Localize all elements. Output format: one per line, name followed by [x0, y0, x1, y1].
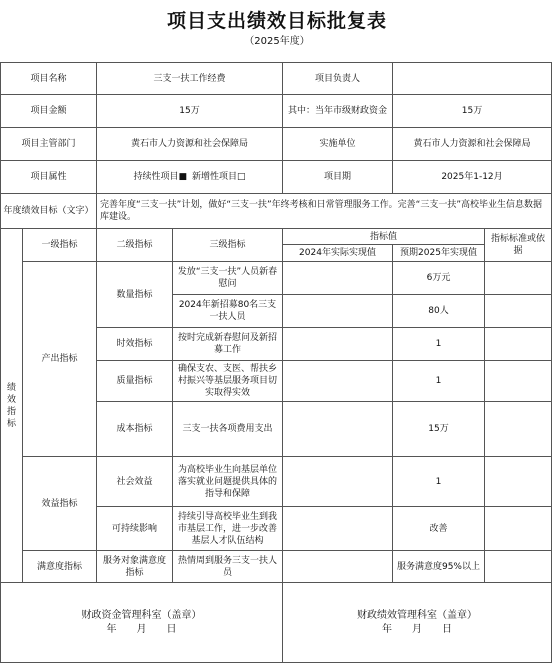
expected-2025-value: 1 [435, 339, 442, 349]
basis-value [485, 328, 551, 360]
seal-right [283, 583, 551, 663]
quantity-indicator-label: 数量指标 [116, 289, 153, 300]
level3-indicator: 按时完成新春慰问及新招募工作 [177, 333, 277, 355]
basis-value [485, 295, 551, 327]
project-name-label: 项目名称 [30, 73, 67, 84]
seal-left-label: 财政资金管理科室（盖章） [81, 610, 202, 621]
social-benefit-label: 社会效益 [116, 476, 153, 487]
level3-indicator: 为高校毕业生向基层单位落实就业问题提供具体的指导和保障 [177, 464, 277, 499]
expected-2025-value: 6万元 [426, 273, 451, 283]
actual-2024-value [283, 262, 392, 294]
attr-new: 新增性项目□ [192, 172, 246, 182]
service-satisfaction-label: 服务对象满意度指标 [102, 555, 166, 578]
header-level2: 二级指标 [116, 240, 153, 250]
satisfaction-indicator-label: 满意度指标 [36, 561, 82, 572]
benefit-indicator-label: 效益指标 [41, 498, 78, 509]
project-owner-label: 项目负责人 [314, 73, 360, 84]
page-title: 项目支出绩效目标批复表 [166, 10, 387, 32]
header-expected-2025: 预期2025年实现值 [400, 248, 477, 258]
expected-2025-value: 1 [435, 376, 442, 386]
dept-label: 项目主管部门 [21, 139, 76, 149]
seal-right-label: 财政绩效管理科室（盖章） [357, 610, 477, 621]
project-name-value: 三支一扶工作经费 [153, 73, 226, 84]
annual-goal-text: 完善年度“三支一扶”计划，做好“三支一扶”年终考核和日常管理服务工作。完善“三支一扶”高校毕业生信息数据库建设。 [100, 200, 542, 222]
actual-2024-value [283, 457, 392, 506]
attr-continuous: 持续性项目■ [133, 172, 187, 182]
actual-2024-value [283, 295, 392, 327]
page-subtitle: （2025年度） [244, 36, 310, 47]
seal-left [1, 583, 282, 663]
basis-value [485, 457, 551, 506]
seal-right-date: 年 月 日 [382, 624, 452, 635]
expected-2025-value: 1 [435, 476, 442, 487]
project-owner-value [393, 63, 551, 94]
expected-2025-value: 80人 [428, 306, 449, 316]
amount-label: 项目金额 [30, 106, 67, 116]
actual-2024-value [283, 328, 392, 360]
actual-2024-value [283, 402, 392, 456]
attr-label: 项目属性 [30, 172, 67, 182]
output-indicator-label: 产出指标 [41, 354, 78, 364]
expected-2025-value: 服务满意度95%以上 [396, 561, 480, 572]
basis-value [485, 551, 551, 582]
level3-indicator: 热情周到服务三支一扶人员 [177, 555, 277, 578]
expected-2025-value: 改善 [429, 523, 448, 534]
municipal-funds-label: 其中：当年市级财政资金 [287, 106, 387, 116]
level3-indicator: 持续引导高校毕业生到我市基层工作，进一步改善基层人才队伍结构 [177, 511, 277, 546]
annual-goal-label: 年度绩效目标（文字） [3, 206, 94, 216]
header-basis: 指标标准或依据 [490, 234, 545, 256]
expected-2025-value: 15万 [428, 424, 449, 434]
basis-value [485, 402, 551, 456]
impl-unit-value: 黄石市人力资源和社会保障局 [413, 139, 531, 149]
timeliness-indicator-label: 时效指标 [116, 339, 153, 349]
seal-left-date: 年 月 日 [106, 624, 177, 635]
period-value: 2025年1-12月 [441, 172, 503, 182]
amount-value: 15万 [179, 106, 200, 116]
quality-indicator-label: 质量指标 [116, 376, 153, 386]
basis-value [485, 507, 551, 550]
sustainable-impact-label: 可持续影响 [111, 523, 157, 534]
actual-2024-value [283, 361, 392, 401]
level3-indicator: 2024年新招募80名三支一扶人员 [178, 300, 277, 322]
header-level3: 三级指标 [209, 240, 246, 250]
basis-value [485, 262, 551, 294]
basis-value [485, 361, 551, 401]
level3-indicator: 确保支农、支医、帮扶乡村振兴等基层服务项目切实取得实效 [177, 364, 277, 398]
actual-2024-value [283, 507, 392, 550]
perf-label: 绩效指标 [6, 382, 16, 429]
period-label: 项目期 [323, 172, 351, 182]
actual-2024-value [283, 551, 392, 582]
impl-unit-label: 实施单位 [319, 139, 356, 149]
municipal-funds-value: 15万 [461, 106, 483, 116]
header-level1: 一级指标 [41, 240, 78, 250]
dept-value: 黄石市人力资源和社会保障局 [130, 139, 248, 149]
header-indicator-value: 指标值 [369, 231, 397, 242]
header-actual-2024: 2024年实际实现值 [299, 248, 376, 258]
level3-indicator: 三支一扶各项费用支出 [182, 424, 273, 434]
level3-indicator: 发放“三支一扶”人员新春慰问 [177, 267, 278, 289]
cost-indicator-label: 成本指标 [116, 424, 153, 434]
